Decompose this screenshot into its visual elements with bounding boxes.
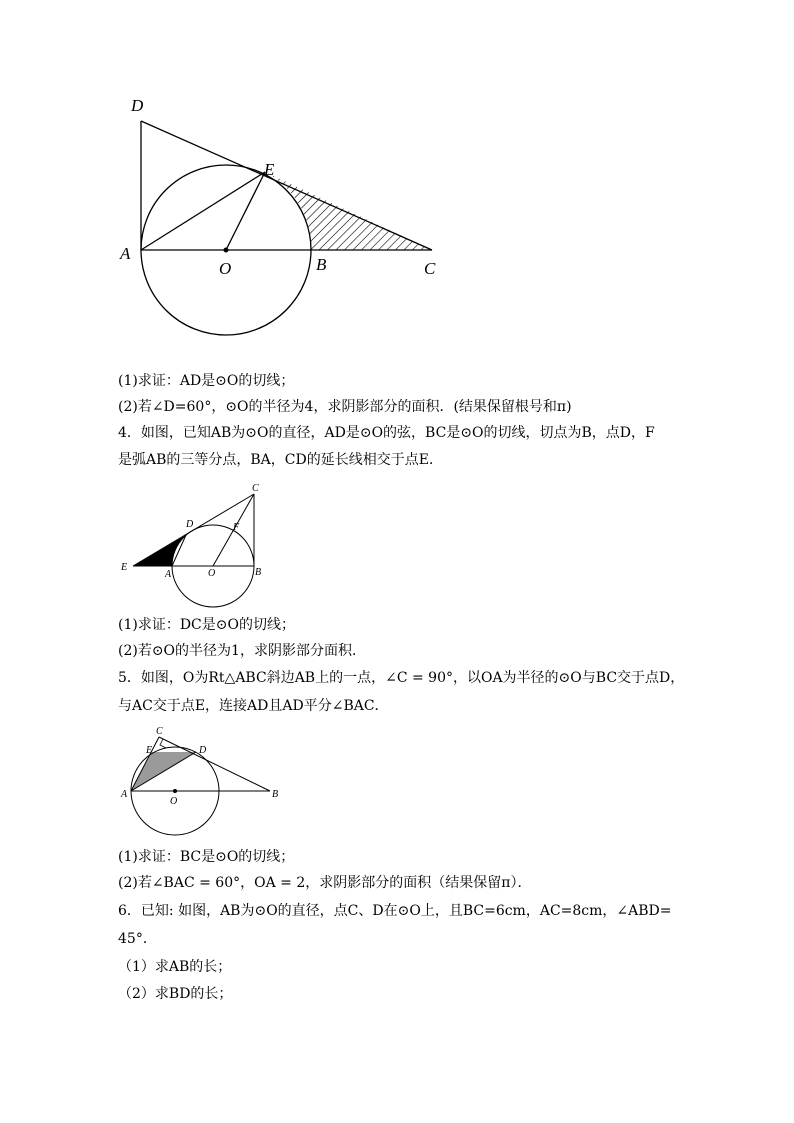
label-b: B [255,567,262,578]
label-c: C [156,726,163,737]
p4-stem-line-2: 是弧AB的三等分点，BA，CD的延长线相交于点E． [118,452,443,468]
label-d: D [199,745,207,756]
p6-stem-line-1: 6．已知: 如图，AB为⊙O的直径，点C、D在⊙O上，且BC=6cm，AC=8cm，∠ABD= [118,903,672,919]
p5-question-2: (2)若∠BAC = 60°，OA = 2，求阴影部分的面积（结果保留π）． [118,875,532,891]
p5-question-1: (1)求证：BC是⊙O的切线； [118,849,295,865]
label-o: O [170,796,178,807]
p4-question-1: (1)求证：DC是⊙O的切线； [118,617,295,633]
p6-question-1: （1）求AB的长； [118,959,232,975]
p6-question-2: （2）求BD的长； [118,986,233,1002]
label-c: C [252,483,259,494]
label-a: A [121,789,128,800]
figure-3-right-triangle-circle [118,722,290,838]
p5-stem-line-1: 5．如图，O为Rt△ABC斜边AB上的一点，∠C = 90°，以OA为半径的⊙O与BC交于点D， [118,670,685,686]
center-point-o [173,789,177,793]
p3-question-2: (2)若∠D=60°，⊙O的半径为4，求阴影部分的面积．(结果保留根号和π) [118,399,572,415]
label-e: E [264,160,275,179]
label-c: C [424,259,436,278]
segment-ae [141,172,265,250]
p4-question-2: (2)若⊙O的半径为1，求阴影部分面积． [118,643,366,659]
label-o: O [208,568,216,579]
label-f: F [233,522,240,533]
label-e: E [121,562,128,573]
figure-2-tangent-circle [118,482,268,608]
p3-question-1: (1)求证：AD是⊙O的切线； [118,373,295,389]
label-a: A [120,244,131,263]
label-d: D [131,96,144,115]
center-point-o [224,248,229,253]
p6-stem-line-2: 45°． [118,931,157,947]
label-e: E [146,745,153,756]
p4-stem-line-1: 4．如图，已知AB为⊙O的直径，AD是⊙O的弦，BC是⊙O的切线，切点为B，点D，F [118,425,655,441]
p5-stem-line-2: 与AC交于点E，连接AD且AD平分∠BAC． [118,698,389,714]
label-o: O [219,259,232,278]
label-a: A [165,569,172,580]
label-d: D [186,519,194,530]
label-b: B [272,789,279,800]
figure-1-tangent-circle [110,92,450,352]
label-b: B [316,255,327,274]
segment-dc [141,121,432,250]
